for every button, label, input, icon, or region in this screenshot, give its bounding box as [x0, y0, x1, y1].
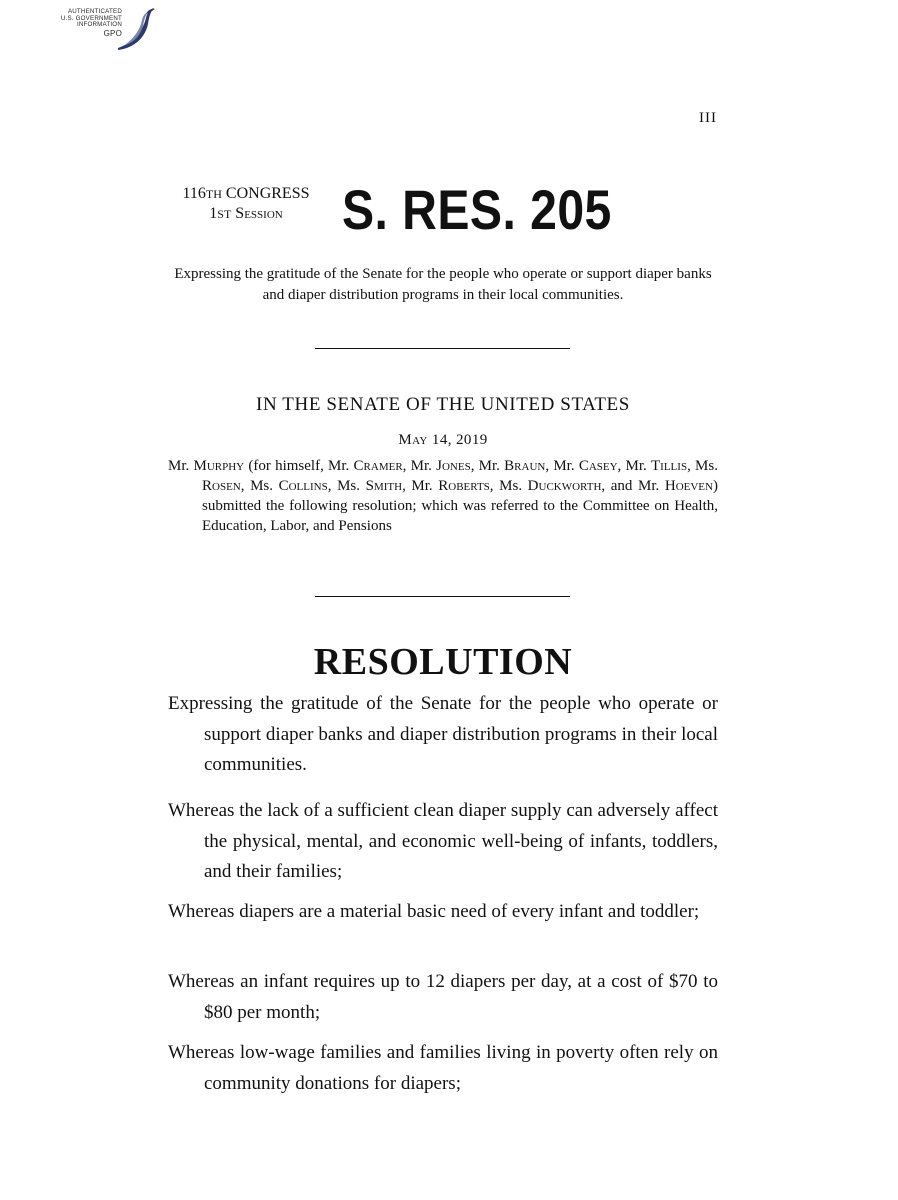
whereas-clause-4: Whereas low-wage families and families living in poverty often rely on community donations for diapers;	[168, 1042, 718, 1094]
introduction-date: May 14, 2019	[398, 432, 488, 448]
sponsor-text: , Mr.	[617, 458, 652, 474]
congress-line	[168, 184, 324, 204]
sponsor-text: , Mr.	[402, 458, 437, 474]
sponsor-text: , Ms.	[489, 478, 528, 494]
chamber-heading: IN THE SENATE OF THE UNITED STATES	[256, 394, 630, 415]
gpo-logo-line-2: U.S. GOVERNMENT	[60, 14, 122, 22]
senator-name: Duckworth	[527, 478, 602, 494]
sponsor-text: , Ms.	[687, 458, 718, 474]
bill-summary: Expressing the gratitude of the Senate for the people who operate or support diaper banks and diaper distribution programs in their local communities.	[174, 266, 712, 303]
resolution-heading: RESOLUTION	[313, 641, 573, 683]
senator-name: Roberts	[438, 478, 490, 494]
senator-name: Braun	[504, 458, 546, 474]
congress-session-block	[168, 184, 324, 224]
gpo-logo-line-1: AUTHENTICATED	[67, 8, 122, 15]
sponsor-text: , Ms.	[240, 478, 279, 494]
senator-name: Hoeven	[664, 478, 713, 494]
sponsor-text: , Mr.	[545, 458, 579, 474]
sponsor-text: ) submitted the following resolution; which was referred to the Committee on Health, Education, Labor, and Pensions	[202, 478, 718, 534]
sponsor-text: (for himself, Mr.	[244, 458, 354, 474]
divider-rule-top	[315, 348, 570, 349]
session-suffix: ST	[217, 207, 232, 221]
senator-name: Casey	[578, 458, 618, 474]
senator-name: Rosen	[202, 478, 241, 494]
senator-name: Cramer	[353, 458, 403, 474]
sponsor-text: , Mr.	[470, 458, 505, 474]
senator-name: Murphy	[193, 458, 245, 474]
eagle-icon	[112, 4, 156, 56]
page-marker: III	[699, 110, 717, 126]
senator-name: Collins	[278, 478, 328, 494]
sponsor-text: Mr.	[168, 458, 194, 474]
gpo-logo-line-3: INFORMATION	[76, 21, 122, 29]
session-line	[168, 204, 324, 224]
session-word: Session	[235, 205, 283, 222]
senator-name: Smith	[365, 478, 403, 494]
gpo-authentication-logo	[54, 4, 154, 56]
whereas-clause-3: Whereas an infant requires up to 12 diapers per day, at a cost of $70 to $80 per month;	[168, 971, 718, 1023]
congress-ordinal-suffix: TH	[205, 187, 222, 201]
sponsor-text: , and Mr.	[601, 478, 665, 494]
sponsors-paragraph	[168, 456, 718, 536]
senator-name: Jones	[436, 458, 471, 474]
whereas-clause-1: Whereas the lack of a sufficient clean diaper supply can adversely affect the physical, mental, and economic well-being of infants, toddlers, and their families;	[168, 800, 718, 882]
divider-rule-bottom	[315, 596, 570, 597]
session-number: 1	[209, 205, 218, 222]
senator-name: Tillis	[651, 458, 688, 474]
sponsor-text: , Ms.	[327, 478, 366, 494]
congress-ordinal: 116	[182, 185, 206, 202]
gpo-logo-line-4: GPO	[103, 28, 122, 38]
bill-number: S. RES. 205	[342, 178, 612, 241]
congress-word: CONGRESS	[225, 185, 310, 202]
sponsor-text: , Mr.	[402, 478, 439, 494]
resolution-title: Expressing the gratitude of the Senate for the people who operate or support diaper banks and diaper distribution programs in their local communities.	[168, 693, 718, 775]
whereas-clause-2: Whereas diapers are a material basic need of every infant and toddler;	[168, 901, 700, 922]
